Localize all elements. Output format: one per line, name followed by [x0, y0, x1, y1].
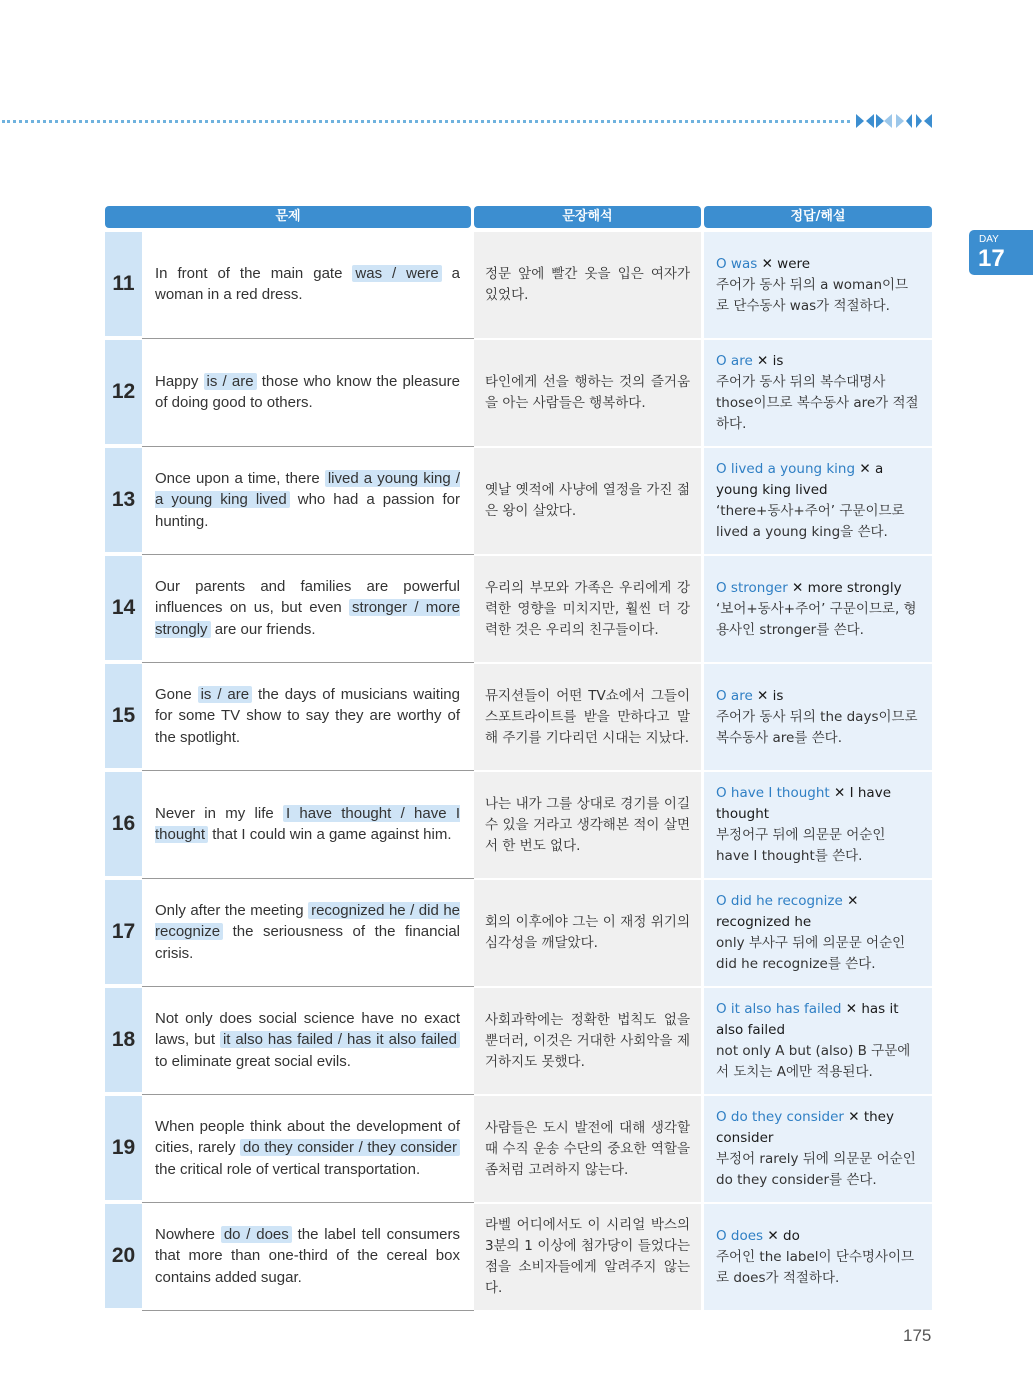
problem-text-after: who had a passion for hunting. [155, 491, 460, 530]
translation-text: 사회과학에는 정확한 법칙도 없을뿐더러, 이것은 거대한 사회악을 제거하지도 못했다. [485, 1011, 690, 1070]
answer-explanation: ‘there+동사+주어’ 구문이므로 lived a young king을 쓴다. [716, 503, 905, 540]
day-label: DAY [979, 234, 999, 245]
problem-text-before: Nowhere [155, 1225, 221, 1243]
problem-text-before: In front of the main gate [155, 264, 353, 282]
question-number: 16 [105, 772, 142, 876]
table-row [105, 880, 932, 988]
translation-cell [474, 232, 701, 338]
choice-highlight: lived a young king / a young king lived [155, 469, 460, 509]
answer-explanation: 부정어 rarely 뒤에 의문문 어순인 do they consider를 쓴다. [716, 1151, 916, 1188]
table-row [105, 1096, 932, 1204]
answer-cell [704, 1096, 932, 1202]
answer-cell [704, 340, 932, 446]
answer-table [105, 206, 932, 1312]
header-problem: 문제 [105, 206, 471, 228]
row-divider [142, 662, 474, 663]
translation-text: 사람들은 도시 발전에 대해 생각할 때 수직 운송 수단의 중요한 역할을 좀처럼 고려하지 않는다. [485, 1119, 690, 1178]
question-number: 17 [105, 880, 142, 984]
wrong-answer: ✕ more strongly [792, 579, 902, 596]
correct-answer: O stronger [716, 579, 788, 596]
question-number: 13 [105, 448, 142, 552]
problem-text-before: Once upon a time, there [155, 469, 325, 487]
answer-explanation: 주어가 동사 뒤의 the days이므로 복수동사 are를 쓴다. [716, 708, 918, 746]
problem-text-after: the critical role of vertical transportation. [155, 1160, 421, 1178]
choice-highlight: stronger / more strongly [155, 599, 460, 638]
translation-cell [474, 880, 701, 986]
page-number: 175 [903, 1326, 932, 1345]
answer-explanation: 주어인 the label이 단수명사이므로 does가 적절하다. [716, 1248, 915, 1286]
header-answer: 정답/해설 [704, 206, 932, 228]
table-row [105, 232, 932, 340]
translation-cell [474, 664, 701, 770]
table-row [105, 772, 932, 880]
answer-explanation: 부정어구 뒤에 의문문 어순인 have I thought를 쓴다. [716, 827, 886, 864]
question-number: 18 [105, 988, 142, 1092]
problem-text [155, 468, 460, 533]
table-row [105, 988, 932, 1096]
row-divider [142, 878, 474, 879]
correct-answer: O did he recognize [716, 893, 843, 909]
question-number: 11 [105, 232, 142, 336]
problem-cell [155, 664, 460, 768]
row-divider [142, 770, 474, 771]
wrong-answer: ✕ they consider [716, 1109, 894, 1146]
translation-cell [474, 448, 701, 554]
problem-text [155, 1008, 460, 1073]
choice-highlight: do they consider / they consider [240, 1139, 460, 1156]
table-header [105, 206, 932, 228]
wrong-answer: ✕ is [757, 353, 784, 369]
answer-cell [704, 448, 932, 554]
problem-text-after: the label tell consumers that more than one-third of the cereal box contains added sugar. [155, 1225, 461, 1286]
row-divider [142, 1310, 474, 1311]
correct-answer: O do they consider [716, 1109, 844, 1125]
problem-text [155, 803, 460, 846]
problem-text [155, 371, 460, 414]
problem-cell [155, 1204, 460, 1308]
question-number: 19 [105, 1096, 142, 1200]
table-row [105, 664, 932, 772]
choice-highlight: recognized he / did he recognize [155, 901, 461, 941]
wrong-answer: ✕ has it also failed [716, 1001, 899, 1038]
translation-cell [474, 1096, 701, 1202]
translation-cell [474, 772, 701, 878]
problem-cell [155, 448, 460, 552]
wrong-answer: ✕ do [767, 1227, 800, 1244]
answer-cell [704, 664, 932, 770]
translation-cell [474, 988, 701, 1094]
row-divider [142, 1202, 474, 1203]
wrong-answer: ✕ recognized he [716, 893, 859, 930]
arrow-decoration-icon [854, 113, 934, 129]
problem-cell [155, 880, 460, 984]
table-row [105, 340, 932, 448]
problem-text-before: Gone [155, 685, 198, 703]
translation-text: 우리의 부모와 가족은 우리에게 강력한 영향을 미치지만, 훨씬 더 강력한 것은 우리의 친구들이다. [485, 579, 690, 638]
day-number: 17 [978, 245, 1005, 272]
problem-text-after: a woman in a red dress. [155, 264, 460, 303]
problem-cell [155, 556, 460, 660]
problem-text-before: Only after the meeting [155, 901, 309, 919]
problem-text [155, 1224, 460, 1289]
answer-cell [704, 772, 932, 878]
row-divider [142, 446, 474, 447]
problem-cell [155, 232, 460, 336]
problem-text-before: Our parents and families are powerful influences on us, but even [155, 577, 460, 617]
choice-highlight: is / are [198, 686, 252, 703]
problem-text-after: the seriousness of the financial crisis. [155, 923, 460, 962]
problem-text [155, 576, 460, 641]
problem-text [155, 263, 460, 306]
translation-cell [474, 1204, 701, 1310]
table-row [105, 448, 932, 556]
answer-cell [704, 556, 932, 662]
table-body [105, 232, 932, 1312]
problem-cell [155, 772, 460, 876]
problem-text-before: Happy [155, 372, 204, 390]
problem-text-before: Not only does social science have no exact laws, but [155, 1009, 460, 1049]
choice-highlight: I have thought / have I thought [155, 804, 460, 843]
answer-explanation: ‘보어+동사+주어’ 구문이므로, 형용사인 stronger를 쓴다. [716, 600, 917, 638]
problem-text [155, 1116, 460, 1181]
row-divider [142, 338, 474, 339]
correct-answer: O lived a young king [716, 461, 856, 477]
choice-highlight: it also has failed / has it also failed [220, 1031, 460, 1048]
translation-cell [474, 340, 701, 446]
correct-answer: O it also has failed [716, 1001, 842, 1017]
choice-highlight: is / are [204, 373, 257, 390]
correct-answer: O have I thought [716, 785, 830, 801]
header-translation: 문장해석 [474, 206, 701, 228]
answer-explanation: 주어가 동사 뒤의 a woman이므로 단수동사 was가 적절하다. [716, 276, 909, 314]
answer-explanation: only 부사구 뒤에 의문문 어순인 did he recognize를 쓴다. [716, 935, 906, 972]
table-row [105, 556, 932, 664]
problem-text [155, 900, 460, 965]
wrong-answer: ✕ were [761, 255, 811, 272]
question-number: 14 [105, 556, 142, 660]
answer-cell [704, 232, 932, 338]
translation-text: 옛날 옛적에 사냥에 열정을 가진 젊은 왕이 살았다. [485, 482, 690, 519]
problem-text [155, 684, 460, 749]
problem-text-after: those who know the pleasure of doing good to others. [155, 372, 460, 411]
translation-cell [474, 556, 701, 662]
dotted-divider [2, 120, 850, 123]
answer-cell [704, 1204, 932, 1310]
problem-text-before: When people think about the development of cities, rarely [155, 1117, 460, 1157]
problem-text-before: Never in my life [155, 804, 283, 822]
choice-highlight: was / were [352, 265, 441, 282]
translation-text: 나는 내가 그를 상대로 경기를 이길 수 있을 거라고 생각해본 적이 살면서 한 번도 없다. [485, 795, 690, 854]
translation-text: 정문 앞에 빨간 옷을 입은 여자가 있었다. [485, 266, 690, 303]
day-tab [969, 230, 1033, 275]
correct-answer: O does [716, 1227, 764, 1244]
row-divider [142, 554, 474, 555]
problem-text-after: are our friends. [210, 620, 316, 638]
choice-highlight: do / does [221, 1226, 292, 1243]
row-divider [142, 986, 474, 987]
table-row [105, 1204, 932, 1312]
problem-text-after: that I could win a game against him. [208, 826, 452, 843]
problem-text-after: to eliminate great social evils. [155, 1052, 351, 1070]
answer-explanation: not only A but (also) B 구문에서 도치는 A에만 적용된다. [716, 1043, 911, 1080]
translation-text: 라벨 어디에서도 이 시리얼 박스의 3분의 1 이상에 첨가당이 들었다는 점을 소비자들에게 알려주지 않는다. [485, 1217, 690, 1296]
answer-explanation: 주어가 동사 뒤의 복수대명사 those이므로 복수동사 are가 적절하다. [716, 374, 919, 432]
correct-answer: O are [716, 687, 753, 704]
translation-text: 타인에게 선을 행하는 것의 즐거움을 아는 사람들은 행복하다. [485, 374, 690, 411]
row-divider [142, 1094, 474, 1095]
translation-text: 뮤지션들이 어떤 TV쇼에서 그들이 스포트라이트를 받을 만하다고 말해 주기를 기다리던 시대는 지났다. [485, 687, 690, 746]
problem-text-after: the days of musicians waiting for some TV show to say they are worthy of the spotlight. [155, 685, 460, 746]
wrong-answer: ✕ is [757, 687, 784, 704]
question-number: 20 [105, 1204, 142, 1308]
question-number: 15 [105, 664, 142, 768]
problem-cell [155, 1096, 460, 1200]
wrong-answer: ✕ I have thought [716, 785, 891, 822]
problem-cell [155, 988, 460, 1092]
correct-answer: O was [716, 255, 758, 272]
translation-text: 회의 이후에야 그는 이 재정 위기의 심각성을 깨달았다. [485, 914, 690, 951]
wrong-answer: ✕ a young king lived [716, 461, 884, 498]
correct-answer: O are [716, 353, 753, 369]
question-number: 12 [105, 340, 142, 444]
answer-cell [704, 880, 932, 986]
problem-cell [155, 340, 460, 444]
answer-cell [704, 988, 932, 1094]
